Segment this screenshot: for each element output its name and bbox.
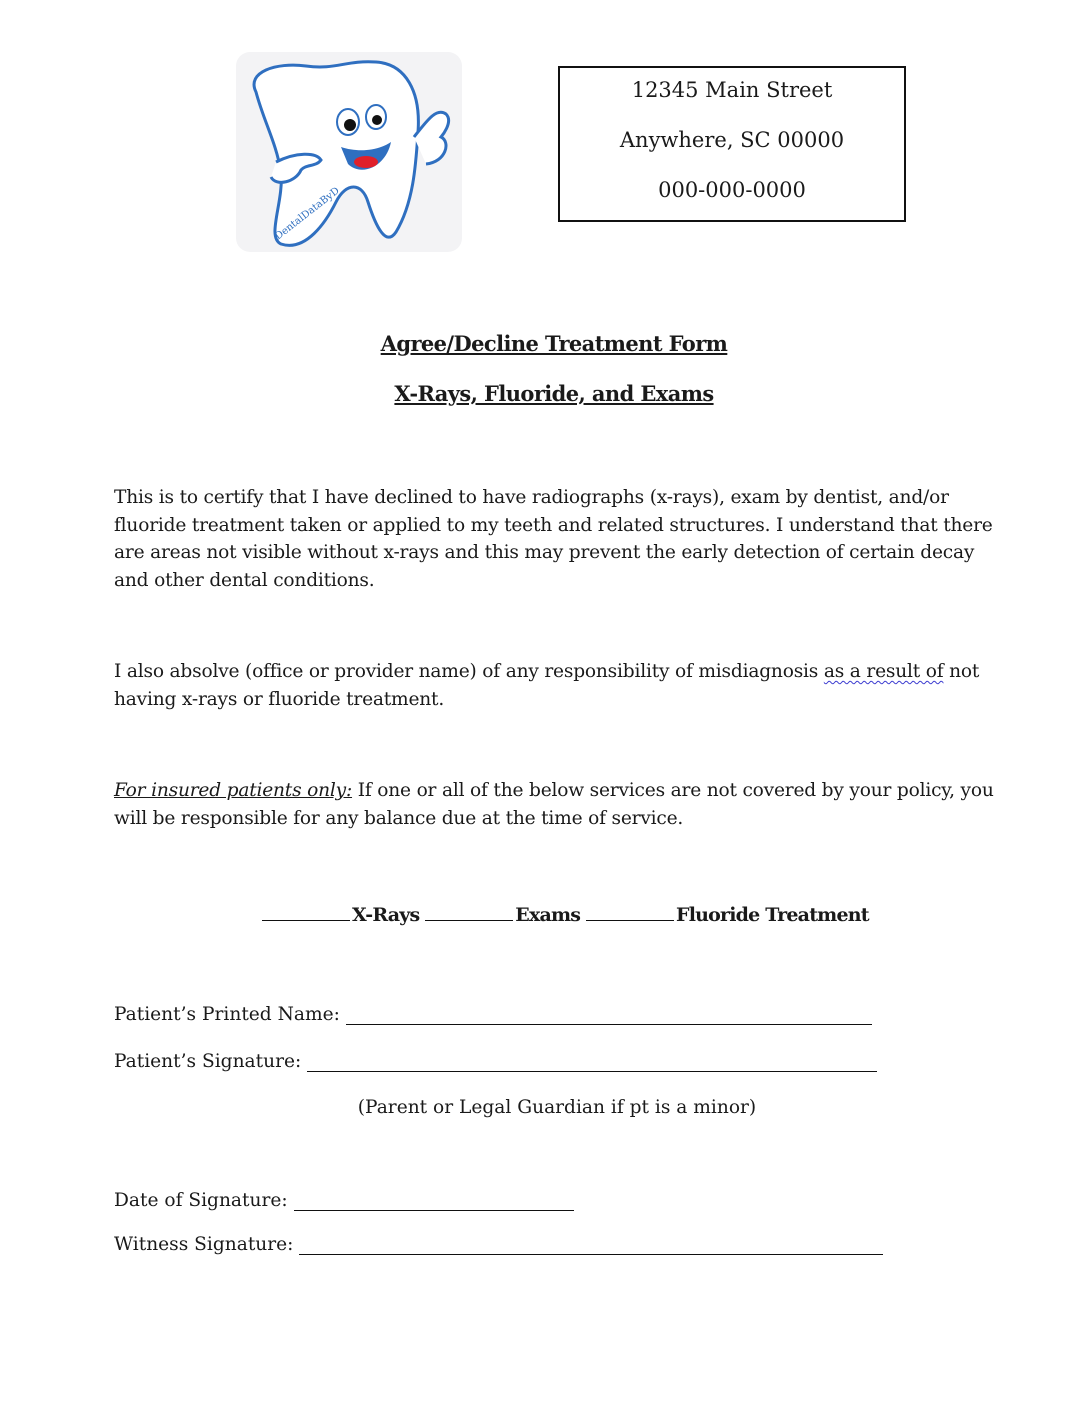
insurance-text: If one or all of the below services are not covered by your policy, you will be responsible for any balance due at the time of service. (114, 780, 994, 829)
address-street: 12345 Main Street (631, 78, 833, 102)
signature-row (114, 1051, 877, 1072)
witness-label: Witness Signature: (114, 1234, 294, 1255)
exams-blank[interactable] (425, 902, 513, 921)
witness-row (114, 1234, 883, 1255)
fluoride-blank[interactable] (586, 902, 674, 921)
grammar-marked-text: as a result of (823, 661, 944, 682)
absolve-text-2: not having x-rays or fluoride treatment. (114, 661, 980, 710)
choice-xrays: X-Rays (352, 904, 420, 926)
choice-fluoride: Fluoride Treatment (676, 904, 869, 926)
date-label: Date of Signature: (114, 1190, 288, 1211)
form-title: Agree/Decline Treatment Form (380, 331, 728, 356)
form-subtitle: X-Rays, Fluoride, and Exams (394, 381, 714, 406)
choice-exams: Exams (515, 904, 581, 926)
signature-field[interactable] (307, 1053, 877, 1072)
tooth-logo (236, 52, 462, 252)
insured-label: For insured patients only: (114, 780, 353, 801)
logo-watermark: DentalDataByD (273, 185, 342, 243)
printed-name-label: Patient’s Printed Name: (114, 1004, 340, 1025)
signature-label: Patient’s Signature: (114, 1051, 302, 1072)
xrays-blank[interactable] (262, 902, 350, 921)
absolve-text-1: I also absolve (office or provider name) of any responsibility of misdiagnosis (114, 661, 824, 682)
service-choices (262, 902, 869, 926)
certification-paragraph: This is to certify that I have declined to have radiographs (x-rays), exam by dentist, and/or fluoride treatment taken or applied to my teeth and related structures. I understand that there are areas not visible without x-rays and this may prevent the early detection of certain decay and other dental conditions. (114, 487, 993, 591)
printed-name-field[interactable] (346, 1006, 872, 1025)
address-phone: 000-000-0000 (658, 178, 806, 202)
witness-field[interactable] (299, 1236, 883, 1255)
tooth-mascot-icon (236, 52, 462, 252)
insurance-paragraph (114, 777, 994, 832)
date-row (114, 1190, 574, 1211)
address-box (558, 66, 906, 222)
printed-name-row (114, 1004, 872, 1025)
absolve-paragraph (114, 658, 994, 713)
address-city: Anywhere, SC 00000 (619, 128, 845, 152)
date-field[interactable] (294, 1192, 574, 1211)
guardian-note: (Parent or Legal Guardian if pt is a minor) (357, 1097, 757, 1118)
